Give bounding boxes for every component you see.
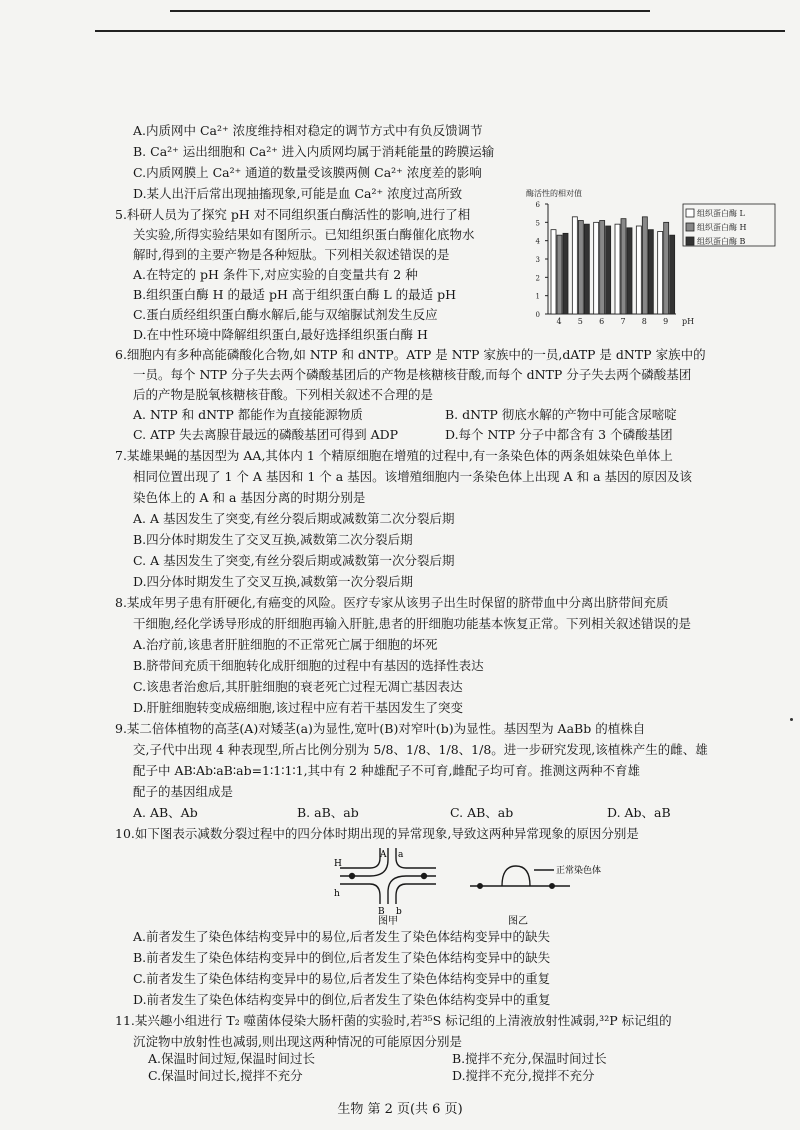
y-tick-label: 2 — [535, 274, 540, 283]
fig-label-A: A — [380, 850, 387, 860]
x-tick-label: 8 — [641, 317, 647, 326]
fig-b-loop-arc — [502, 866, 530, 886]
q8-option-c: C.该患者治愈后,其肝脏细胞的衰老死亡过程无凋亡基因表达 — [133, 679, 463, 694]
bar — [621, 219, 626, 314]
q10-stem: 10.如下图表示减数分裂过程中的四分体时期出现的异常现象,导致这两种异常现象的原因分别是 — [115, 826, 639, 841]
fig-label-h: h — [334, 889, 340, 899]
q9-stem-line4: 配子的基因组成是 — [133, 784, 234, 799]
legend-label: 组织蛋白酶 H — [697, 223, 747, 232]
fig-b-centromere-2 — [550, 884, 555, 889]
bar — [636, 226, 641, 314]
q10-option-b: B.前者发生了染色体结构变异中的倒位,后者发生了染色体结构变异中的缺失 — [133, 950, 551, 965]
q7-option-b: B.四分体时期发生了交叉互换,减数第二次分裂后期 — [133, 532, 413, 547]
q11-option-d: D.搅拌不充分,搅拌不充分 — [452, 1068, 595, 1083]
bar — [627, 228, 632, 314]
q6-stem-line1: 6.细胞内有多种高能磷酸化合物,如 NTP 和 dNTP。ATP 是 NTP 家族中的一员,dATP 是 dNTP 家族中的 — [115, 347, 706, 362]
q7-option-c: C. A 基因发生了突变,有丝分裂后期或减数第一次分裂后期 — [133, 553, 455, 568]
bar — [670, 235, 675, 314]
q5-option-d: D.在中性环境中降解组织蛋白,最好选择组织蛋白酶 H — [133, 327, 428, 342]
bar — [584, 224, 589, 314]
legend-label: 组织蛋白酶 B — [697, 237, 746, 246]
page-footer: 生物 第 2 页(共 6 页) — [337, 1102, 463, 1117]
q4-option-d: D.某人出汗后常出现抽搐现象,可能是血 Ca²⁺ 浓度过高所致 — [133, 186, 463, 201]
y-tick-label: 0 — [535, 311, 540, 319]
fig-caption-2: 图乙 — [508, 916, 528, 926]
q6-option-a: A. NTP 和 dNTP 都能作为直接能源物质 — [133, 407, 363, 422]
q5-option-c: C.蛋白质经组织蛋白酶水解后,能与双缩脲试剂发生反应 — [133, 307, 438, 322]
fig-a-centromere-2 — [422, 874, 427, 879]
fig-label-a: a — [398, 850, 404, 860]
q6-option-c: C. ATP 失去离腺苷最远的磷酸基团可得到 ADP — [133, 427, 399, 442]
q9-stem-line3: 配子中 AB∶Ab∶aB∶ab=1∶1∶1∶1,其中有 2 种雄配子不可育,雌配子均可育。推测这两种不育雄 — [133, 763, 640, 778]
q7-stem-line3: 染色体上的 A 和 a 基因分离的时期分别是 — [133, 490, 366, 505]
chart-svg — [526, 186, 781, 336]
q5-option-b: B.组织蛋白酶 H 的最适 pH 高于组织蛋白酶 L 的最适 pH — [133, 287, 456, 302]
q5-stem-line3: 解时,得到的主要产物是各种短肽。下列相关叙述错误的是 — [133, 247, 450, 262]
q11-stem-line2: 沉淀物中放射性也减弱,则出现这两种情况的可能原因分别是 — [133, 1034, 462, 1049]
q9-stem-line2: 交,子代中出现 4 种表现型,所占比例分别为 5/8、1/8、1/8、1/8。进一步研究发现,该植株产生的雌、雄 — [133, 742, 708, 757]
q10-option-c: C.前者发生了染色体结构变异中的易位,后者发生了染色体结构变异中的重复 — [133, 971, 551, 986]
x-tick-label: 5 — [577, 317, 583, 326]
fig-a-arm-6 — [396, 884, 436, 904]
enzyme-activity-chart — [526, 186, 781, 336]
q9-option-a: A. AB、Ab — [133, 805, 198, 820]
bar — [572, 217, 577, 314]
legend-swatch — [686, 223, 694, 231]
bar — [551, 230, 556, 314]
x-tick-label: 9 — [663, 317, 669, 326]
q5-option-a: A.在特定的 pH 条件下,对应实验的自变量共有 2 种 — [133, 267, 418, 282]
q7-option-a: A. A 基因发生了突变,有丝分裂后期或减数第二次分裂后期 — [133, 511, 455, 526]
q8-option-d: D.肝脏细胞转变成癌细胞,该过程中应有若干基因发生了突变 — [133, 700, 464, 715]
q9-option-d: D. Ab、aB — [607, 805, 671, 820]
q9-option-c: C. AB、ab — [450, 805, 514, 820]
q10-option-a: A.前者发生了染色体结构变异中的易位,后者发生了染色体结构变异中的缺失 — [133, 929, 550, 944]
x-axis-label: pH — [682, 317, 695, 326]
fig-b-centromere-1 — [478, 884, 483, 889]
legend-label: 组织蛋白酶 L — [697, 209, 745, 218]
q4-option-a: A.内质网中 Ca²⁺ 浓度维持相对稳定的调节方式中有负反馈调节 — [133, 123, 483, 138]
q10-option-d: D.前者发生了染色体结构变异中的倒位,后者发生了染色体结构变异中的重复 — [133, 992, 551, 1007]
x-tick-label: 6 — [599, 317, 605, 326]
bar — [606, 226, 611, 314]
fig-a-arm-5 — [340, 884, 380, 904]
legend-swatch — [686, 237, 694, 245]
y-tick-label: 5 — [535, 219, 540, 228]
q6-stem-line2: 一员。每个 NTP 分子失去两个磷酸基团后的产物是核糖核苷酸,而每个 dNTP 分子失去两个磷酸基团 — [133, 367, 692, 382]
q8-stem-line1: 8.某成年男子患有肝硬化,有癌变的风险。医疗专家从该男子出生时保留的脐带血中分离出脐带间充质 — [115, 595, 669, 610]
header-rule-top — [170, 10, 650, 12]
q8-stem-line2: 干细胞,经化学诱导形成的肝细胞再输入肝脏,患者的肝细胞功能基本恢复正常。下列相关叙述错误的是 — [133, 616, 691, 631]
fig-a-arm-4 — [388, 876, 436, 904]
q11-stem-line1: 11.某兴趣小组进行 T₂ 噬菌体侵染大肠杆菌的实验时,若³⁵S 标记组的上清液放射性减弱,³²P 标记组的 — [115, 1013, 672, 1028]
fig-caption-1: 图甲 — [378, 916, 398, 926]
fig-a-tetrad — [340, 848, 436, 904]
bar — [557, 235, 562, 314]
q10-figures — [330, 846, 630, 926]
fig-label-H: H — [334, 859, 342, 869]
q11-option-c: C.保温时间过长,搅拌不充分 — [148, 1068, 303, 1083]
q9-option-b: B. aB、ab — [297, 805, 359, 820]
bar — [658, 232, 663, 315]
q7-stem-line2: 相同位置出现了 1 个 A 基因和 1 个 a 基因。该增殖细胞内一条染色体上出现 A 和 a 基因的原因及该 — [133, 469, 693, 484]
x-tick-label: 4 — [556, 317, 562, 326]
q6-option-d: D.每个 NTP 分子中都含有 3 个磷酸基团 — [445, 427, 673, 442]
fig-b-loop — [470, 866, 570, 888]
fig-label-B: B — [378, 907, 385, 917]
bar — [578, 221, 583, 315]
chart-title: 酶活性的相对值 — [526, 189, 582, 198]
q9-stem-line1: 9.某二倍体植物的高茎(A)对矮茎(a)为显性,宽叶(B)对窄叶(b)为显性。基因型为 AaBb 的植株自 — [115, 721, 646, 736]
fig-label-b: b — [396, 907, 402, 917]
q7-stem-line1: 7.某雄果蝇的基因型为 AA,其体内 1 个精原细胞在增殖的过程中,有一条染色体的两条姐妹染色单体上 — [115, 448, 673, 463]
y-tick-label: 1 — [535, 292, 540, 301]
q7-option-d: D.四分体时期发生了交叉互换,减数第一次分裂后期 — [133, 574, 414, 589]
bar — [594, 222, 599, 314]
q5-stem-line2: 关实验,所得实验结果如有图所示。已知组织蛋白酶催化底物水 — [133, 227, 475, 242]
y-tick-label: 6 — [535, 201, 540, 209]
q6-option-b: B. dNTP 彻底水解的产物中可能含尿嘧啶 — [445, 407, 677, 422]
fig-a-arm-1 — [340, 848, 380, 868]
bar — [664, 222, 669, 314]
bar — [615, 224, 620, 314]
x-tick-label: 7 — [620, 317, 626, 326]
bar — [600, 221, 605, 315]
q8-option-b: B.脐带间充质干细胞转化成肝细胞的过程中有基因的选择性表达 — [133, 658, 484, 673]
y-tick-label: 3 — [535, 256, 540, 264]
q8-option-a: A.治疗前,该患者肝脏细胞的不正常死亡属于细胞的坏死 — [133, 637, 438, 652]
legend-swatch — [686, 209, 694, 217]
q4-option-c: C.内质网膜上 Ca²⁺ 通道的数量受该膜两侧 Ca²⁺ 浓度差的影响 — [133, 165, 482, 180]
bar — [563, 233, 568, 314]
fig-a-centromere-1 — [350, 874, 355, 879]
scan-mark — [790, 718, 793, 721]
bar — [648, 230, 653, 314]
q4-option-b: B. Ca²⁺ 运出细胞和 Ca²⁺ 进入内质网均属于消耗能量的跨膜运输 — [133, 144, 495, 159]
q11-option-b: B.搅拌不充分,保温时间过长 — [452, 1051, 607, 1066]
fig-label-normal-chromosome: 正常染色体 — [556, 866, 602, 876]
y-tick-label: 4 — [535, 237, 540, 246]
q10-figure-svg — [330, 846, 630, 926]
q5-stem-line1: 5.科研人员为了探究 pH 对不同组织蛋白酶活性的影响,进行了相 — [115, 207, 471, 222]
q6-stem-line3: 后的产物是脱氧核糖核苷酸。下列相关叙述不合理的是 — [133, 387, 434, 402]
q11-option-a: A.保温时间过短,保温时间过长 — [148, 1051, 315, 1066]
header-rule-bottom — [95, 30, 785, 32]
bar — [642, 217, 647, 314]
